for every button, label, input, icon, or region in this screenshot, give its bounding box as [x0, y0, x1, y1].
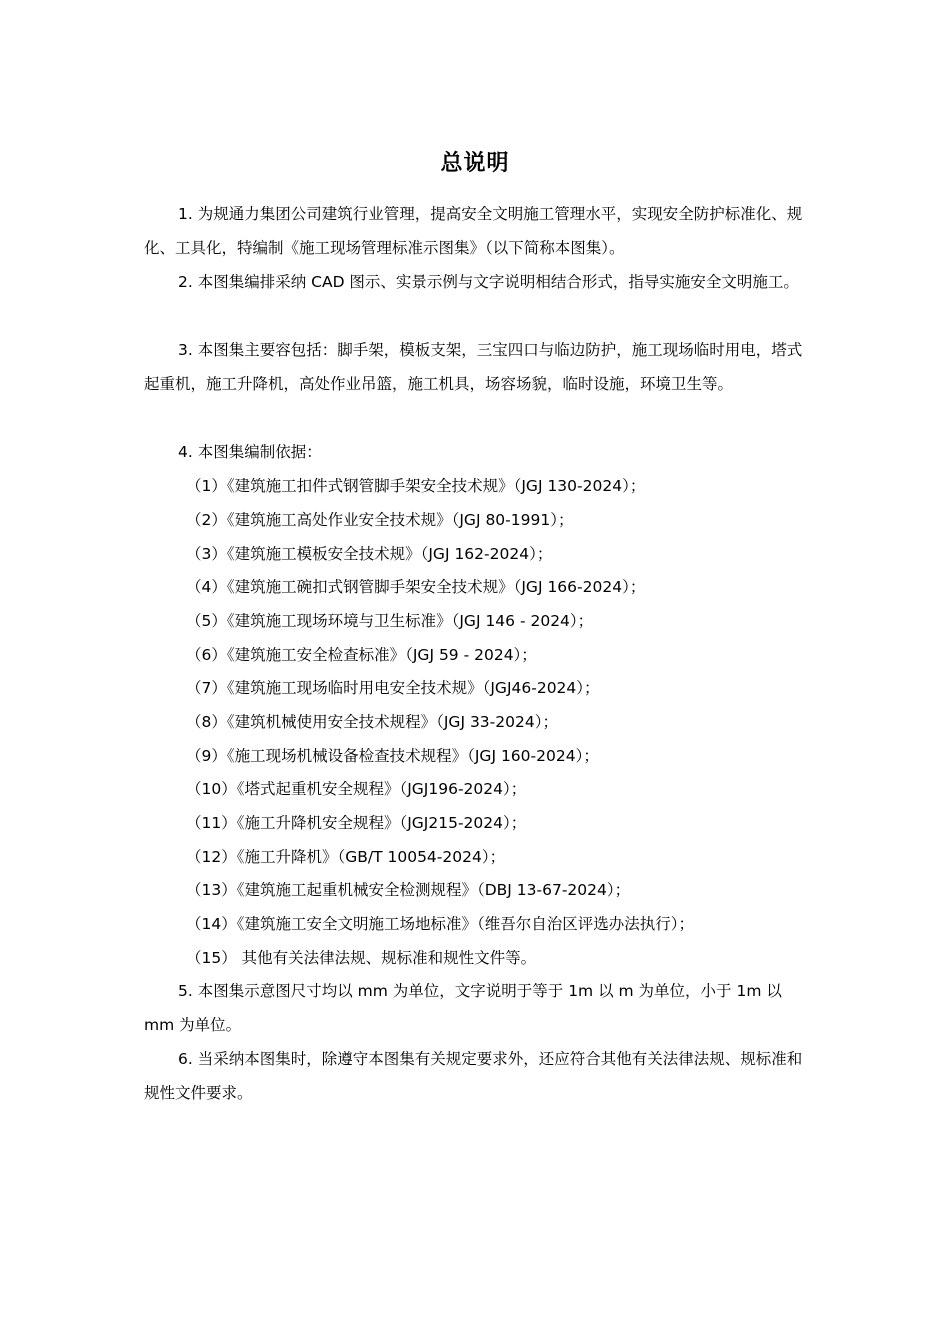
- reference-item-8: （8）《建筑机械使用安全技术规程》（JGJ 33-2024）；: [186, 713, 558, 731]
- item-3-paragraph: 3. 本图集主要容包括：脚手架，模板支架，三宝四口与临边防护，施工现场临时用电，塔式起重机，施工升降机，高处作业吊篮，施工机具，场容场貌，临时设施，环境卫生等。: [144, 341, 803, 393]
- item-1-paragraph: 1. 为规通力集团公司建筑行业管理，提高安全文明施工管理水平，实现安全防护标准化、规化、工具化，特编制《施工现场管理标准示图集》（以下简称本图集）。: [144, 205, 803, 257]
- item-2-paragraph: 2. 本图集编排采纳 CAD 图示、实景示例与文字说明相结合形式，指导实施安全文明施工。: [178, 273, 799, 291]
- reference-item-9: （9）《施工现场机械设备检查技术规程》（JGJ 160-2024）；: [186, 747, 599, 765]
- reference-item-1: （1）《建筑施工扣件式钢管脚手架安全技术规》（JGJ 130-2024）；: [186, 477, 646, 495]
- item-5-paragraph: 5. 本图集示意图尺寸均以 mm 为单位，文字说明于等于 1m 以 m 为单位，小于 1m 以 mm 为单位。: [144, 982, 782, 1034]
- basis-heading: 4. 本图集编制依据：: [178, 443, 322, 461]
- reference-item-2: （2）《建筑施工高处作业安全技术规》（JGJ 80-1991）；: [186, 511, 574, 529]
- reference-item-11: （11）《施工升降机安全规程》（JGJ215-2024）；: [186, 814, 527, 832]
- reference-item-13: （13）《建筑施工起重机械安全检测规程》（DBJ 13-67-2024）；: [186, 881, 631, 899]
- reference-item-10: （10）《塔式起重机安全规程》（JGJ196-2024）；: [186, 780, 527, 798]
- reference-item-6: （6）《建筑施工安全检查标准》（JGJ 59 - 2024）；: [186, 646, 537, 664]
- reference-item-12: （12）《施工升降机》（GB/T 10054-2024）；: [186, 848, 506, 866]
- reference-item-15: （15） 其他有关法律法规、规标准和规性文件等。: [186, 949, 537, 967]
- item-6-paragraph: 6. 当采纳本图集时，除遵守本图集有关规定要求外，还应符合其他有关法律法规、规标准和规性文件要求。: [144, 1050, 803, 1102]
- reference-item-3: （3）《建筑施工模板安全技术规》（JGJ 162-2024）；: [186, 545, 553, 563]
- reference-item-5: （5）《建筑施工现场环境与卫生标准》（JGJ 146 - 2024）；: [186, 612, 594, 630]
- reference-item-4: （4）《建筑施工碗扣式钢管脚手架安全技术规》（JGJ 166-2024）；: [186, 578, 646, 596]
- page-title: 总说明: [440, 151, 510, 176]
- reference-item-14: （14）《建筑施工安全文明施工场地标准》（维吾尔自治区评选办法执行）；: [186, 915, 694, 933]
- reference-item-7: （7）《建筑施工现场临时用电安全技术规》（JGJ46-2024）；: [186, 679, 600, 697]
